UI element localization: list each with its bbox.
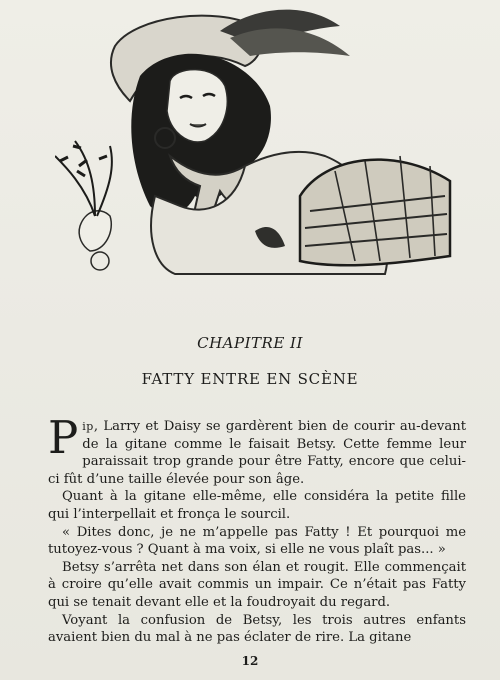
chapter-title: FATTY ENTRE EN SCÈNE — [141, 370, 359, 388]
paragraph-5: Voyant la confusion de Betsy, les trois autres enfants avaient bien du mal à ne pas éclater de rire. La gitane — [48, 612, 466, 646]
chapter-label: CHAPITRE II — [197, 334, 303, 352]
paragraph-4: Betsy s’arrêta net dans son élan et rougit. Elle commençait à croire qu’elle avait commis un impair. Ce n’était pas Fatty qui se tenait devant elle et la foudroyait du regard. — [48, 559, 466, 610]
body-text — [48, 411, 466, 647]
paragraph-1 — [48, 411, 466, 488]
paragraph-3: « Dites donc, je ne m’appelle pas Fatty ! Et pourquoi me tutoyez-vous ? Quant à ma voix, si elle ne vous plaît pas... » — [48, 524, 466, 558]
paragraph-1-text: , Larry et Daisy se gardèrent bien de courir au-devant de la gitane comme le faisait Betsy. Cette femme leur paraissait trop grande pour être Fatty, encore que celui-ci fût d’une taille élevée pour son âge. — [48, 419, 466, 487]
gypsy-woman-illustration — [55, 6, 455, 276]
paragraph-2: Quant à la gitane elle-même, elle considéra la petite fille qui l’interpellait et fronça le sourcil. — [48, 489, 466, 522]
first-word-rest: ip — [82, 420, 94, 433]
dropcap-letter: P — [48, 411, 79, 464]
page-number: 12 — [241, 654, 259, 668]
